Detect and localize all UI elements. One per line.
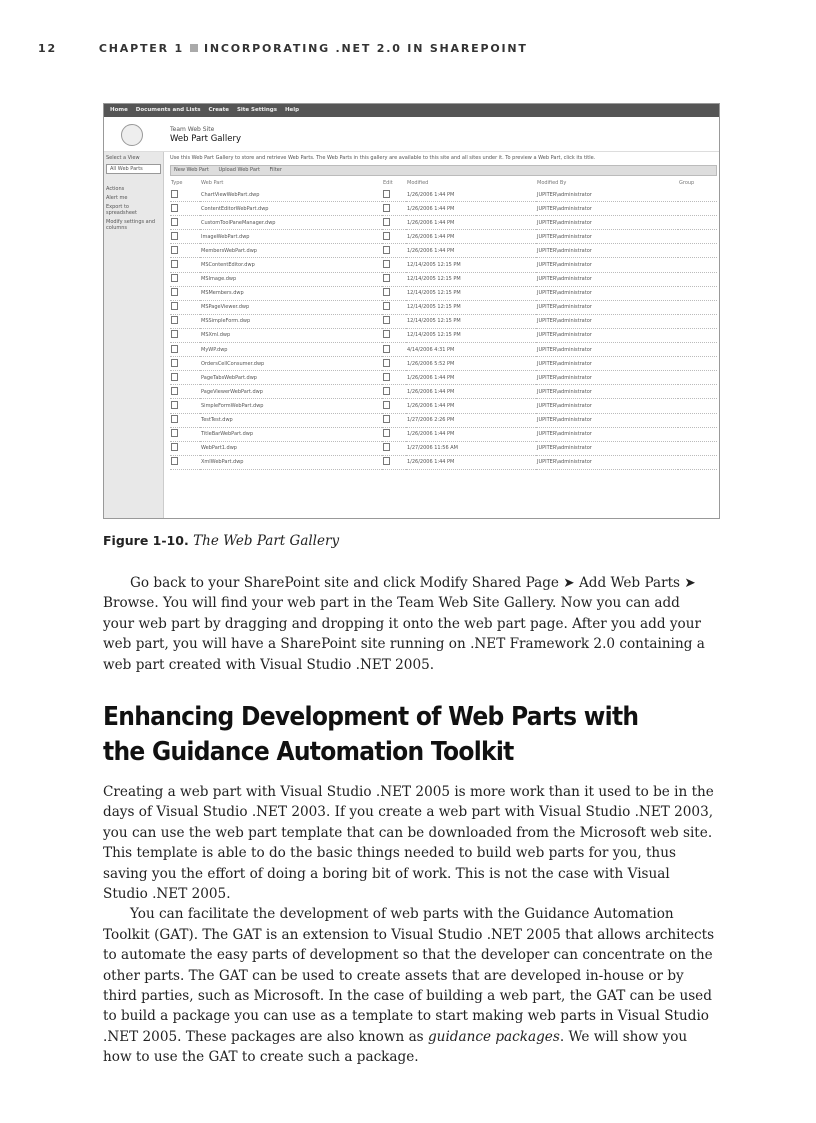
type-cell xyxy=(170,286,200,300)
site-name[interactable]: Team Web Site xyxy=(170,126,215,133)
type-cell xyxy=(170,328,200,342)
web-part-name[interactable]: MSMembers.dwp xyxy=(200,286,382,300)
modified-by: JUPITER\administrator xyxy=(536,286,678,300)
site-logo-icon xyxy=(121,124,143,146)
web-part-name[interactable]: OrdersCellConsumer.dwp xyxy=(200,357,382,371)
group-cell xyxy=(678,385,717,399)
modified-date: 1/26/2006 1:44 PM xyxy=(406,188,536,202)
table-row xyxy=(170,230,717,244)
edit-icon[interactable] xyxy=(383,345,390,353)
modified-by: JUPITER\administrator xyxy=(536,314,678,328)
modified-by: JUPITER\administrator xyxy=(536,272,678,286)
document-icon xyxy=(171,373,178,381)
figure-caption xyxy=(103,533,339,549)
edit-icon[interactable] xyxy=(383,204,390,212)
type-cell xyxy=(170,441,200,455)
table-row xyxy=(170,314,717,328)
table-row xyxy=(170,202,717,216)
type-cell xyxy=(170,371,200,385)
modified-date: 1/27/2006 11:56 AM xyxy=(406,441,536,455)
type-cell xyxy=(170,272,200,286)
table-row xyxy=(170,300,717,314)
modified-by: JUPITER\administrator xyxy=(536,427,678,441)
edit-cell xyxy=(382,202,406,216)
modified-date: 1/26/2006 1:44 PM xyxy=(406,244,536,258)
main-content xyxy=(170,155,717,470)
modified-date: 1/26/2006 5:52 PM xyxy=(406,357,536,371)
type-cell xyxy=(170,343,200,357)
document-icon xyxy=(171,443,178,451)
edit-icon[interactable] xyxy=(383,260,390,268)
edit-icon[interactable] xyxy=(383,218,390,226)
separator-square xyxy=(190,44,198,52)
table-row xyxy=(170,188,717,202)
type-cell xyxy=(170,427,200,441)
table-row xyxy=(170,343,717,357)
col-edit: Edit xyxy=(383,180,393,186)
edit-cell xyxy=(382,343,406,357)
action-modify-settings[interactable]: Modify settings and columns xyxy=(106,219,156,231)
edit-cell xyxy=(382,300,406,314)
modified-by: JUPITER\administrator xyxy=(536,244,678,258)
document-icon xyxy=(171,260,178,268)
web-part-name[interactable]: TitleBarWebPart.dwp xyxy=(200,427,382,441)
edit-cell xyxy=(382,413,406,427)
edit-cell xyxy=(382,385,406,399)
paragraph-2 xyxy=(103,782,715,1068)
document-icon xyxy=(171,316,178,324)
modified-by: JUPITER\administrator xyxy=(536,328,678,342)
edit-cell xyxy=(382,328,406,342)
type-cell xyxy=(170,385,200,399)
modified-date: 12/14/2005 12:15 PM xyxy=(406,258,536,272)
type-cell xyxy=(170,455,200,469)
edit-icon[interactable] xyxy=(383,330,390,338)
sidebar xyxy=(104,152,164,518)
modified-by: JUPITER\administrator xyxy=(536,258,678,272)
modified-date: 1/26/2006 1:44 PM xyxy=(406,202,536,216)
table-row xyxy=(170,427,717,441)
figure-title: The Web Part Gallery xyxy=(193,533,340,549)
table-row xyxy=(170,258,717,272)
modified-by: JUPITER\administrator xyxy=(536,441,678,455)
edit-cell xyxy=(382,286,406,300)
modified-by: JUPITER\administrator xyxy=(536,399,678,413)
select-view-label: Select a View xyxy=(106,155,140,161)
web-part-name[interactable]: MembersWebPart.dwp xyxy=(200,244,382,258)
group-cell xyxy=(678,202,717,216)
upload-web-part-button[interactable]: Upload Web Part xyxy=(218,167,260,173)
document-icon xyxy=(171,401,178,409)
edit-icon[interactable] xyxy=(383,302,390,310)
web-part-name[interactable]: ChartViewWebPart.dwp xyxy=(200,188,382,202)
document-icon xyxy=(171,359,178,367)
group-cell xyxy=(678,300,717,314)
modified-by: JUPITER\administrator xyxy=(536,216,678,230)
modified-by: JUPITER\administrator xyxy=(536,455,678,469)
edit-icon[interactable] xyxy=(383,443,390,451)
group-cell xyxy=(678,244,717,258)
paragraph-text: Go back to your SharePoint site and click Modify Shared Page ➤ Add Web Parts ➤ Browse. You will find your web part in the Team Web Site Gallery. Now you can add your web part by dragging and dropping it onto the web part page. After you add your web part, you will have a SharePoint site running on .NET Framework 2.0 containing a web part created with Visual Studio .NET 2005. xyxy=(103,575,705,673)
web-part-name[interactable]: WebPart1.dwp xyxy=(200,441,382,455)
edit-icon[interactable] xyxy=(383,288,390,296)
edit-icon[interactable] xyxy=(383,190,390,198)
document-icon xyxy=(171,457,178,465)
web-part-name[interactable]: MyWP.dwp xyxy=(200,343,382,357)
modified-date: 1/26/2006 1:44 PM xyxy=(406,216,536,230)
nav-site-settings[interactable]: Site Settings xyxy=(236,107,278,113)
modified-by: JUPITER\administrator xyxy=(536,357,678,371)
modified-by: JUPITER\administrator xyxy=(536,202,678,216)
document-icon xyxy=(171,274,178,282)
modified-date: 12/14/2005 12:15 PM xyxy=(406,328,536,342)
paragraph-text: Creating a web part with Visual Studio .NET 2005 is more work than it used to be in the days of Visual Studio .NET 2003. If you create a web part with Visual Studio .NET 2003, you can use the web part template that can be downloaded from the Microsoft web site. This template is able to do the basic things needed to build web parts for you, thus saving you the effort of doing a boring bit of work. This is not the case with Visual Studio .NET 2005. xyxy=(103,784,714,903)
document-icon xyxy=(171,415,178,423)
type-cell xyxy=(170,188,200,202)
type-cell xyxy=(170,258,200,272)
col-web-part[interactable]: Web Part xyxy=(201,180,224,186)
type-cell xyxy=(170,413,200,427)
web-part-name[interactable]: CustomToolPaneManager.dwp xyxy=(200,216,382,230)
document-icon xyxy=(171,302,178,310)
web-part-name[interactable]: ContentEditorWebPart.dwp xyxy=(200,202,382,216)
document-icon xyxy=(171,288,178,296)
chapter-title: INCORPORATING .NET 2.0 IN SHAREPOINT xyxy=(203,42,528,55)
paragraph-text: You can facilitate the development of web parts with the Guidance Automation Toolkit (GAT). The GAT is an extension to Visual Studio .NET 2005 that allows architects to automate the easy parts of development so that the developer can concentrate on the other parts. The GAT can be used to create assets that are developed in-house or by third parties, such as Microsoft. In the case of building a web part, the GAT can be used to build a package you can use as a template to start making web parts in Visual Studio .NET 2005. These packages are also known as xyxy=(103,906,715,1045)
modified-date: 1/26/2006 1:44 PM xyxy=(406,455,536,469)
table-row xyxy=(170,441,717,455)
web-part-name[interactable]: XmlWebPart.dwp xyxy=(200,455,382,469)
type-cell xyxy=(170,300,200,314)
figure-label: Figure 1-10. xyxy=(103,533,189,548)
edit-icon[interactable] xyxy=(383,373,390,381)
edit-icon[interactable] xyxy=(383,274,390,282)
type-cell xyxy=(170,399,200,413)
web-part-name[interactable]: PageTabsWebPart.dwp xyxy=(200,371,382,385)
edit-cell xyxy=(382,258,406,272)
group-cell xyxy=(678,413,717,427)
col-type[interactable]: Type xyxy=(171,180,183,186)
table-row xyxy=(170,244,717,258)
nav-create[interactable]: Create xyxy=(208,107,230,113)
paragraph-1 xyxy=(103,573,715,675)
group-cell xyxy=(678,343,717,357)
document-icon xyxy=(171,330,178,338)
view-all-web-parts[interactable]: All Web Parts xyxy=(106,164,161,174)
table-row xyxy=(170,399,717,413)
web-part-name[interactable]: MSSimpleForm.dwp xyxy=(200,314,382,328)
new-web-part-button[interactable]: New Web Part xyxy=(174,167,209,173)
edit-cell xyxy=(382,216,406,230)
web-part-name[interactable]: SimpleFormWebPart.dwp xyxy=(200,399,382,413)
edit-cell xyxy=(382,230,406,244)
document-icon xyxy=(171,246,178,254)
table-row xyxy=(170,385,717,399)
group-cell xyxy=(678,371,717,385)
edit-icon[interactable] xyxy=(383,457,390,465)
table-row xyxy=(170,413,717,427)
group-cell xyxy=(678,286,717,300)
document-icon xyxy=(171,429,178,437)
section-heading: Enhancing Development of Web Parts with the Guidance Automation Toolkit xyxy=(103,702,639,767)
web-part-table xyxy=(170,178,717,470)
edit-icon[interactable] xyxy=(383,232,390,240)
sharepoint-screenshot xyxy=(103,103,720,519)
col-group[interactable]: Group xyxy=(679,180,695,186)
action-export[interactable]: Export to spreadsheet xyxy=(106,204,137,216)
modified-by: JUPITER\administrator xyxy=(536,413,678,427)
modified-date: 12/14/2005 12:15 PM xyxy=(406,300,536,314)
modified-by: JUPITER\administrator xyxy=(536,385,678,399)
modified-date: 1/26/2006 1:44 PM xyxy=(406,385,536,399)
group-cell xyxy=(678,328,717,342)
modified-date: 1/26/2006 1:44 PM xyxy=(406,427,536,441)
edit-icon[interactable] xyxy=(383,387,390,395)
modified-date: 1/26/2006 1:44 PM xyxy=(406,399,536,413)
web-part-name[interactable]: MSContentEditor.dwp xyxy=(200,258,382,272)
paragraph-3 xyxy=(103,904,715,1067)
table-row xyxy=(170,371,717,385)
modified-by: JUPITER\administrator xyxy=(536,188,678,202)
web-part-name[interactable]: MSImage.dwp xyxy=(200,272,382,286)
type-cell xyxy=(170,202,200,216)
modified-by: JUPITER\administrator xyxy=(536,343,678,357)
site-header xyxy=(104,117,719,152)
document-icon xyxy=(171,345,178,353)
table-row xyxy=(170,328,717,342)
action-alert-me[interactable]: Alert me xyxy=(106,195,128,201)
edit-icon[interactable] xyxy=(383,316,390,324)
chapter-label: CHAPTER 1 xyxy=(98,42,184,55)
col-modified[interactable]: Modified xyxy=(407,180,429,186)
table-row xyxy=(170,286,717,300)
modified-date: 12/14/2005 12:15 PM xyxy=(406,314,536,328)
group-cell xyxy=(678,230,717,244)
running-head xyxy=(38,42,528,55)
modified-by: JUPITER\administrator xyxy=(536,371,678,385)
edit-cell xyxy=(382,357,406,371)
edit-icon[interactable] xyxy=(383,429,390,437)
web-part-name[interactable]: MSPageViewer.dwp xyxy=(200,300,382,314)
page-title: Web Part Gallery xyxy=(170,134,241,144)
edit-cell xyxy=(382,314,406,328)
col-modified-by[interactable]: Modified By xyxy=(537,180,567,186)
edit-cell xyxy=(382,455,406,469)
document-icon xyxy=(171,387,178,395)
web-part-name[interactable]: PageViewerWebPart.dwp xyxy=(200,385,382,399)
table-row xyxy=(170,272,717,286)
document-icon xyxy=(171,232,178,240)
edit-cell xyxy=(382,371,406,385)
modified-date: 1/26/2006 1:44 PM xyxy=(406,371,536,385)
type-cell xyxy=(170,216,200,230)
document-icon xyxy=(171,190,178,198)
edit-cell xyxy=(382,399,406,413)
edit-cell xyxy=(382,188,406,202)
edit-icon[interactable] xyxy=(383,415,390,423)
type-cell xyxy=(170,357,200,371)
page-number: 12 xyxy=(38,42,57,55)
edit-icon[interactable] xyxy=(383,359,390,367)
modified-date: 12/14/2005 12:15 PM xyxy=(406,272,536,286)
edit-cell xyxy=(382,441,406,455)
type-cell xyxy=(170,244,200,258)
table-row xyxy=(170,216,717,230)
edit-cell xyxy=(382,427,406,441)
modified-date: 1/26/2006 1:44 PM xyxy=(406,230,536,244)
edit-cell xyxy=(382,244,406,258)
group-cell xyxy=(678,441,717,455)
modified-date: 1/27/2006 2:26 PM xyxy=(406,413,536,427)
table-row xyxy=(170,455,717,469)
group-cell xyxy=(678,455,717,469)
document-icon xyxy=(171,218,178,226)
type-cell xyxy=(170,314,200,328)
top-nav xyxy=(104,104,719,117)
modified-date: 12/14/2005 12:15 PM xyxy=(406,286,536,300)
group-cell xyxy=(678,188,717,202)
group-cell xyxy=(678,357,717,371)
edit-cell xyxy=(382,272,406,286)
modified-date: 4/14/2006 4:31 PM xyxy=(406,343,536,357)
document-icon xyxy=(171,204,178,212)
group-cell xyxy=(678,258,717,272)
modified-by: JUPITER\administrator xyxy=(536,300,678,314)
actions-label: Actions xyxy=(106,186,125,192)
nav-documents[interactable]: Documents and Lists xyxy=(135,107,201,113)
paragraph-text: . We will show you how to use the GAT to create such a package. xyxy=(103,1028,688,1066)
modified-by: JUPITER\administrator xyxy=(536,230,678,244)
gallery-description: Use this Web Part Gallery to store and retrieve Web Parts. The Web Parts in this gallery are available to this site and all sites under it. To preview a Web Part, click its title. xyxy=(170,155,596,161)
web-part-name[interactable]: MSXml.dwp xyxy=(200,328,382,342)
table-row xyxy=(170,357,717,371)
group-cell xyxy=(678,216,717,230)
web-part-name[interactable]: TestTest.dwp xyxy=(200,413,382,427)
nav-home[interactable]: Home xyxy=(110,107,128,113)
type-cell xyxy=(170,230,200,244)
toolbar xyxy=(170,165,717,176)
filter-button[interactable]: Filter xyxy=(269,167,282,173)
edit-icon[interactable] xyxy=(383,246,390,254)
group-cell xyxy=(678,427,717,441)
web-part-name[interactable]: ImageWebPart.dwp xyxy=(200,230,382,244)
nav-help[interactable]: Help xyxy=(284,107,300,113)
group-cell xyxy=(678,314,717,328)
edit-icon[interactable] xyxy=(383,401,390,409)
group-cell xyxy=(678,272,717,286)
group-cell xyxy=(678,399,717,413)
emphasis-term: guidance packages xyxy=(427,1028,560,1045)
